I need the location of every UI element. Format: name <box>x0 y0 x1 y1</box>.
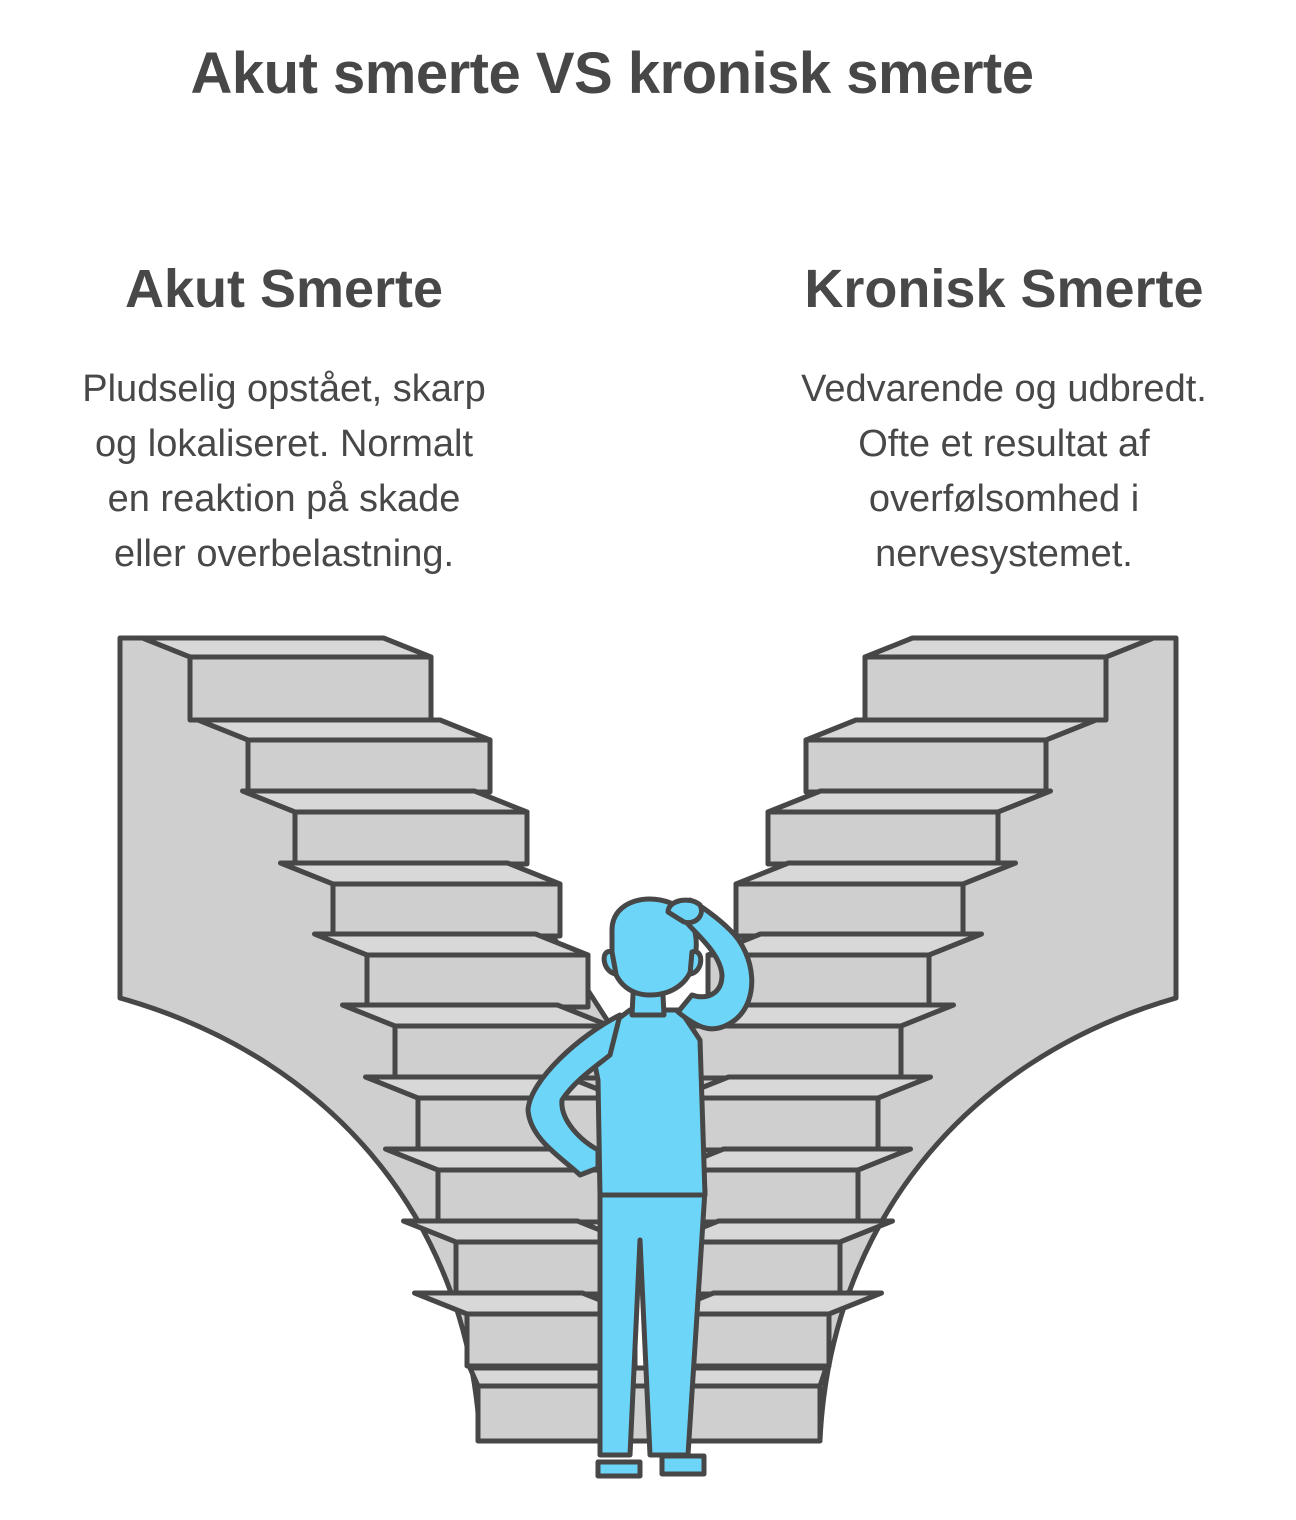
left-step-riser <box>295 812 527 864</box>
acute-pain-line: en reaktion på skade <box>107 478 461 520</box>
right-step-tread <box>806 720 1096 740</box>
right-step-riser <box>676 1098 878 1150</box>
chronic-pain-line: Vedvarende og udbredt. <box>801 368 1207 410</box>
right-step-riser <box>806 740 1046 792</box>
right-step-riser <box>736 884 963 936</box>
left-step-riser <box>438 1170 625 1222</box>
left-step-riser <box>248 740 490 792</box>
left-step-tread <box>243 791 528 812</box>
page-title: Akut smerte VS kronisk smerte <box>190 41 1034 106</box>
person-right-ear <box>690 952 701 974</box>
left-step-tread <box>281 863 561 884</box>
person-right-shoe <box>662 1456 704 1474</box>
right-step-riser <box>686 1026 901 1078</box>
right-step-riser <box>865 657 1106 720</box>
right-step-tread <box>676 1077 931 1098</box>
right-staircase <box>661 638 1176 1440</box>
acute-pain-line: og lokaliseret. Normalt <box>94 423 474 465</box>
person-left-shoe <box>598 1462 640 1476</box>
acute-pain-line: eller overbelastning. <box>113 533 455 575</box>
chronic-pain-heading: Kronisk Smerte <box>804 259 1204 319</box>
person-left-ear <box>604 952 616 974</box>
left-step-tread <box>143 638 432 657</box>
left-step-tread <box>343 1005 611 1026</box>
person-legs <box>600 1190 705 1455</box>
acute-pain-line: Pludselig opstået, skarp <box>82 368 486 410</box>
chronic-pain-line: overfølsomhed i <box>868 478 1140 520</box>
acute-pain-heading: Akut Smerte <box>124 259 444 319</box>
chronic-pain-line: Ofte et resultat af <box>858 423 1150 465</box>
left-staircase <box>120 638 635 1440</box>
right-step-tread <box>708 934 982 955</box>
right-step-tread <box>768 791 1051 812</box>
right-step-tread <box>736 863 1016 884</box>
right-step-riser <box>768 812 998 864</box>
left-step-riser <box>367 955 588 1007</box>
left-step-riser <box>190 657 431 720</box>
left-step-tread <box>315 934 589 955</box>
chronic-pain-line: nervesystemet. <box>875 533 1133 575</box>
right-step-tread <box>865 638 1154 657</box>
left-step-tread <box>198 720 490 740</box>
left-step-riser <box>333 884 560 936</box>
